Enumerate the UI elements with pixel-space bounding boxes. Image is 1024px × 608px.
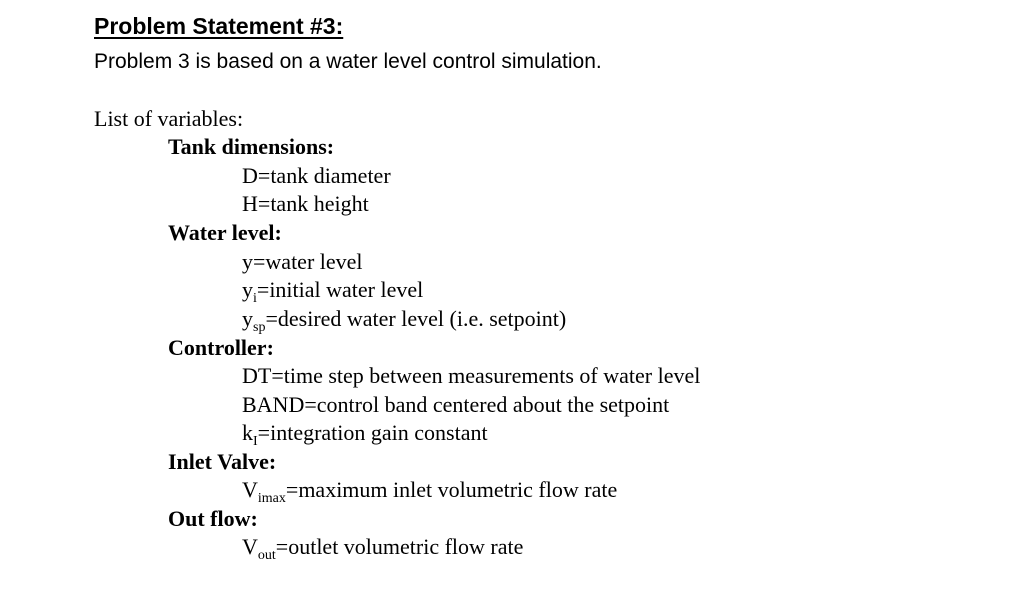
- variable-symbol: k: [242, 420, 253, 445]
- variable-symbol: DT: [242, 363, 272, 388]
- variable-description: control band centered about the setpoint: [316, 392, 670, 417]
- variable-item-integration-gain: [242, 419, 488, 447]
- variable-description: maximum inlet volumetric flow rate: [298, 477, 618, 502]
- variable-item-outlet-flow: [242, 533, 523, 561]
- group-title-tank-dimensions: Tank dimensions:: [168, 134, 335, 159]
- variable-subscript: out: [257, 548, 276, 563]
- variable-item-setpoint: [242, 305, 566, 333]
- variable-symbol: H: [242, 191, 258, 216]
- variables-list-title: List of variables:: [94, 106, 244, 131]
- variable-item-initial-water-level: [242, 276, 423, 304]
- variable-symbol: BAND: [242, 392, 305, 417]
- equals-sign: =: [257, 420, 271, 445]
- variable-item-control-band: [242, 391, 669, 419]
- variable-description: outlet volumetric flow rate: [288, 534, 524, 559]
- variable-symbol: y: [242, 249, 253, 274]
- group-title-water-level: Water level:: [168, 220, 282, 245]
- equals-sign: =: [271, 363, 284, 388]
- equals-sign: =: [265, 306, 278, 331]
- variable-subscript: I: [253, 434, 258, 449]
- variable-symbol: y: [242, 277, 253, 302]
- variable-item-time-step: [242, 362, 700, 390]
- variable-symbol: D: [242, 163, 258, 188]
- variable-symbol: V: [242, 534, 258, 559]
- variable-item-tank-diameter: [242, 162, 391, 190]
- equals-sign: =: [304, 392, 317, 417]
- variable-item-max-inlet-flow: [242, 476, 617, 504]
- variable-description: water level: [265, 249, 363, 274]
- variable-symbol: V: [242, 477, 258, 502]
- variable-description: tank height: [270, 191, 369, 216]
- equals-sign: =: [256, 277, 270, 302]
- variable-description: desired water level (i.e. setpoint): [277, 306, 567, 331]
- variable-description: integration gain constant: [270, 420, 488, 445]
- problem-intro: Problem 3 is based on a water level control simulation.: [94, 50, 602, 73]
- variable-symbol: y: [242, 306, 253, 331]
- variable-subscript: imax: [257, 491, 286, 506]
- variable-subscript: i: [253, 291, 257, 306]
- variable-description: tank diameter: [270, 163, 391, 188]
- variable-description: initial water level: [269, 277, 424, 302]
- equals-sign: =: [257, 163, 271, 188]
- equals-sign: =: [257, 191, 271, 216]
- variable-description: time step between measurements of water level: [283, 363, 701, 388]
- variable-subscript: sp: [253, 320, 266, 335]
- group-title-inlet-valve: Inlet Valve:: [168, 449, 277, 474]
- equals-sign: =: [285, 477, 299, 502]
- group-title-controller: Controller:: [168, 335, 274, 360]
- equals-sign: =: [253, 249, 266, 274]
- variable-item-tank-height: [242, 190, 369, 218]
- equals-sign: =: [275, 534, 289, 559]
- problem-heading: Problem Statement #3:: [94, 13, 344, 39]
- group-title-out-flow: Out flow:: [168, 506, 258, 531]
- variable-item-water-level: [242, 248, 363, 276]
